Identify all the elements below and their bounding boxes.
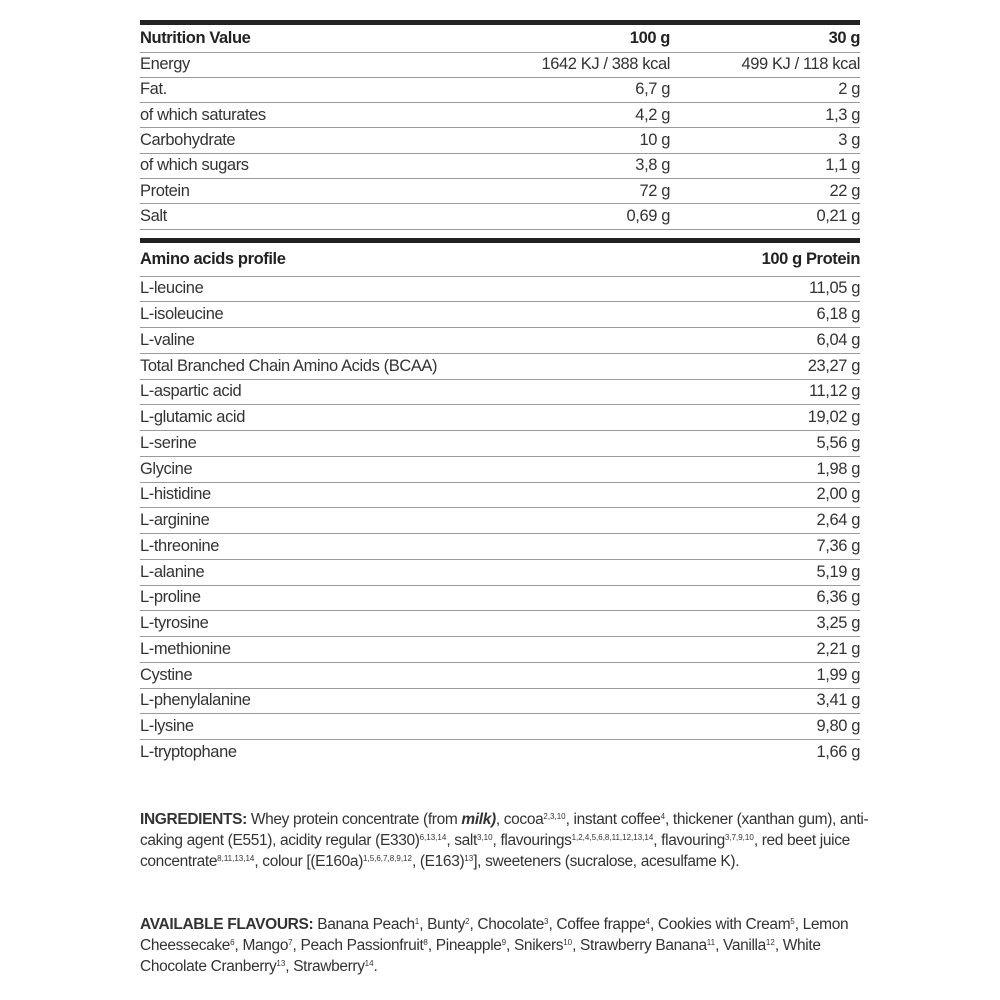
row-value: 5,56 g [670,431,860,457]
row-label: L-valine [140,328,670,354]
row-value: 19,02 g [670,405,860,431]
row-label: L-aspartic acid [140,379,670,405]
text-segment: , Cookies with Cream [649,916,791,933]
table-row [140,662,860,688]
text-segment: , Strawberry [285,958,365,975]
row-label: L-threonine [140,534,670,560]
row-value: 11,12 g [670,379,860,405]
amino-acids-table [140,238,860,765]
row-value: 6,04 g [670,328,860,354]
row-label: Glycine [140,456,670,482]
footnote-ref: 7 [288,938,293,947]
nutrition-header-row [140,25,860,52]
text-segment: , red beet juice concentrate [140,832,850,870]
footnote-ref: 1,5,6,7,8,9,12 [363,854,412,863]
row-label: Energy [140,52,430,77]
footnote-ref: 4 [660,812,666,821]
table-row [140,128,860,153]
amino-header-row [140,243,860,276]
row-value-30g: 1,3 g [670,103,860,128]
text-segment: , Strawberry Banana [572,937,707,954]
text-segment: , colour [(E160a) [254,853,364,870]
text-segment: , Vanilla [715,937,766,954]
table-row [140,611,860,637]
row-label: of which saturates [140,103,430,128]
table-row [140,508,860,534]
footnote-ref: 4 [645,917,650,926]
footnote-ref: 2,3,10 [543,812,566,821]
table-row [140,77,860,102]
footnote-ref: 8,11,13,14 [217,854,255,863]
table-row [140,637,860,663]
row-value: 2,64 g [670,508,860,534]
row-value-100g: 10 g [430,128,670,153]
table-row [140,276,860,302]
row-value-30g: 3 g [670,128,860,153]
row-value: 3,41 g [670,688,860,714]
table-row [140,153,860,178]
row-label: Protein [140,178,430,203]
row-value-30g: 1,1 g [670,153,860,178]
row-label: Salt [140,204,430,229]
row-value: 11,05 g [670,276,860,302]
footnote-ref: 13 [464,854,474,863]
table-row [140,302,860,328]
footnote-ref: 8 [423,938,428,947]
footnote-ref: 2 [465,917,470,926]
table-row [140,52,860,77]
row-label: of which sugars [140,153,430,178]
row-value: 5,19 g [670,559,860,585]
table-row [140,103,860,128]
text-segment: , White Chocolate Cranberry [140,937,821,975]
row-value-100g: 0,69 g [430,204,670,229]
footnote-ref: 6 [230,938,235,947]
table-row [140,482,860,508]
footnote-ref: 14 [364,959,374,968]
header-label: Nutrition Value [140,25,430,52]
footnote-ref: 1 [414,917,420,926]
row-value: 2,21 g [670,637,860,663]
footnote-ref: 3,10 [476,833,493,842]
footnote-ref: 6,13,14 [419,833,447,842]
text-segment: ], sweeteners (sucralose, acesulfame K). [473,853,740,870]
row-value: 1,99 g [670,662,860,688]
row-label: Cystine [140,662,670,688]
row-value-30g: 499 KJ / 118 kcal [670,52,860,77]
row-label: L-tryptophane [140,743,237,762]
row-label: L-methionine [140,637,670,663]
text-segment: , Peach Passionfruit [292,937,424,954]
row-label: L-isoleucine [140,302,670,328]
text-segment: , flavourings [492,832,572,849]
table-row [140,204,860,229]
text-segment: , Snikers [506,937,564,954]
text-segment: . [373,958,378,975]
text-segment: , salt [446,832,477,849]
row-value: 6,36 g [670,585,860,611]
footnote-ref: 3,7,9,10 [724,833,754,842]
header-col1: 100 g [430,25,670,52]
nutrition-table [140,20,860,230]
row-value-100g: 1642 KJ / 388 kcal [430,52,670,77]
row-value: 7,36 g [670,534,860,560]
footnote-ref: 1,2,4,5,6,8,11,12,13,14 [571,833,654,842]
text-segment: , Mango [234,937,289,954]
table-row [140,328,860,354]
section-label: INGREDIENTS: [140,811,247,828]
row-label: L-histidine [140,482,670,508]
text-segment: Banana Peach [313,916,415,933]
row-value-30g: 2 g [670,77,860,102]
table-row [140,379,860,405]
footnote-ref: 9 [501,938,507,947]
available-flavours-paragraph [140,914,870,977]
text-segment: , (E163) [411,853,465,870]
row-value: 9,80 g [670,714,860,740]
row-label: Total Branched Chain Amino Acids (BCAA) [140,353,670,379]
footnote-ref: 12 [765,938,775,947]
row-value-100g: 6,7 g [430,77,670,102]
text-segment: Whey protein concentrate (from [246,811,462,828]
text-segment: , instant coffee [565,811,661,828]
row-value: 23,27 g [670,353,860,379]
section-label: AVAILABLE FLAVOURS: [140,916,314,933]
row-label: L-leucine [140,276,670,302]
table-row [140,714,860,740]
text-segment: , thickener (xanthan gum), anti-caking agent (E551), acidity regular (E330) [140,811,869,849]
table-row [140,353,860,379]
table-row [140,534,860,560]
ingredients-paragraph [140,809,870,872]
text-segment: , Pineapple [427,937,502,954]
table-row [140,431,860,457]
header-label: Amino acids profile [140,243,670,276]
row-label: L-phenylalanine [140,688,670,714]
row-value: 1,98 g [670,456,860,482]
row-value-100g: 4,2 g [430,103,670,128]
row-value-30g: 0,21 g [670,204,860,229]
footnote-ref: 10 [563,938,573,947]
text-segment: , Bunty [419,916,466,933]
footnote-ref: 11 [706,938,716,947]
row-label: Carbohydrate [140,128,430,153]
row-value-30g: 22 g [670,178,860,203]
row-value: 2,00 g [670,482,860,508]
allergen-text: milk) [461,811,496,828]
table-row [140,456,860,482]
table-row [140,405,860,431]
row-label: L-serine [140,431,670,457]
footnote-ref: 5 [790,917,795,926]
row-label: L-glutamic acid [140,405,670,431]
table-row [140,178,860,203]
text-segment: , Lemon Cheessecake [140,916,849,954]
row-value: 6,18 g [670,302,860,328]
footnote-ref: 3 [544,917,549,926]
text-segment: , cocoa [495,811,544,828]
row-label: L-tyrosine [140,611,670,637]
row-label: L-arginine [140,508,670,534]
table-row [140,688,860,714]
table-row [140,740,860,766]
header-value: 100 g Protein [670,243,860,276]
row-value: 3,25 g [670,611,860,637]
row-value-100g: 72 g [430,178,670,203]
text-segment: , flavouring [653,832,725,849]
table-row [140,559,860,585]
row-value-100g: 3,8 g [430,153,670,178]
table-row [140,585,860,611]
row-label: L-lysine [140,714,670,740]
header-col2: 30 g [670,25,860,52]
row-label: L-proline [140,585,670,611]
text-segment: , Chocolate [469,916,545,933]
row-label: Fat. [140,77,430,102]
text-segment: , Coffee frappe [548,916,646,933]
row-value: 1,66 g [816,743,860,762]
row-label: L-alanine [140,559,670,585]
footnote-ref: 13 [276,959,286,968]
